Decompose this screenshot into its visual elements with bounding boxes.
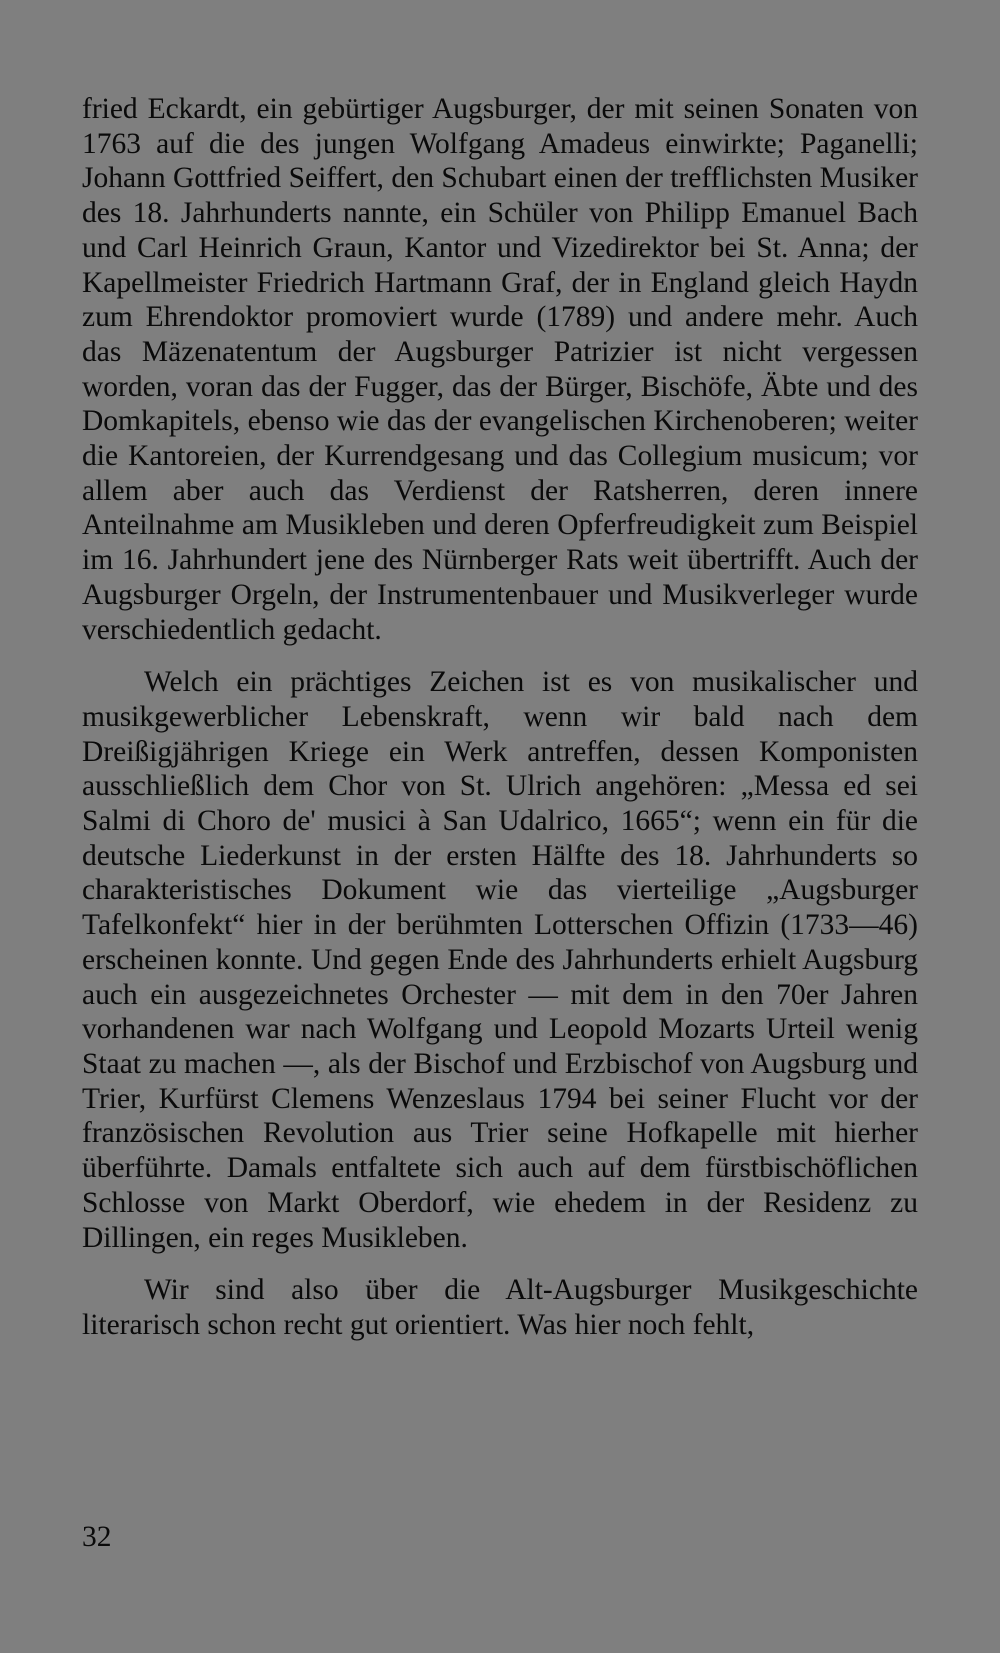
body-text	[82, 92, 918, 1343]
paragraph-1: fried Eckardt, ein gebürtiger Augsburger, der mit seinen Sonaten von 1763 auf die des jungen Wolfgang Amadeus einwirkte; Paganelli; Johann Gottfried Seiffert, den Schubart einen der trefflichsten Musiker des 18. Jahrhunderts nannte, ein Schüler von Philipp Emanuel Bach und Carl Heinrich Graun, Kantor und Vizedirektor bei St. Anna; der Kapellmeister Friedrich Hartmann Graf, der in England gleich Haydn zum Ehrendoktor promoviert wurde (1789) und andere mehr. Auch das Mäzenatentum der Augsburger Patrizier ist nicht vergessen worden, voran das der Fugger, das der Bürger, Bischöfe, Äbte und des Domkapitels, ebenso wie das der evangelischen Kirchenoberen; weiter die Kantoreien, der Kurrendgesang und das Collegium musicum; vor allem aber auch das Verdienst der Ratsherren, deren innere Anteilnahme am Musikleben und deren Opferfreudigkeit zum Beispiel im 16. Jahrhundert jene des Nürnberger Rats weit übertrifft. Auch der Augsburger Orgeln, der Instrumentenbauer und Musikverleger wurde verschiedentlich gedacht.	[82, 93, 918, 646]
page-number: 32	[82, 1521, 112, 1553]
paragraph-2: Welch ein prächtiges Zeichen ist es von musikalischer und musikgewerblicher Lebenskraft, wenn wir bald nach dem Dreißigjährigen Kriege ein Werk antreffen, dessen Komponisten ausschließlich dem Chor von St. Ulrich angehören: „Messa ed sei Salmi di Choro de' musici à San Udalrico, 1665“; wenn ein für die deutsche Liederkunst in der ersten Hälfte des 18. Jahrhunderts so charakteristisches Dokument wie das vierteilige „Augsburger Tafelkonfekt“ hier in der berühmten Lotterschen Offizin (1733—46) erscheinen konnte. Und gegen Ende des Jahrhunderts erhielt Augsburg auch ein ausgezeichnetes Orchester — mit dem in den 70er Jahren vorhandenen war nach Wolfgang und Leopold Mozarts Urteil wenig Staat zu machen —, als der Bischof und Erzbischof von Augsburg und Trier, Kurfürst Clemens Wenzeslaus 1794 bei seiner Flucht vor der französischen Revolution aus Trier seine Hofkapelle mit hierher überführte. Damals entfaltete sich auch auf dem fürstbischöflichen Schlosse von Markt Oberdorf, wie ehedem in der Residenz zu Dillingen, ein reges Musikleben.	[82, 666, 918, 1254]
paragraph-3: Wir sind also über die Alt-Augsburger Musikgeschichte literarisch schon recht gut orientiert. Was hier noch fehlt,	[82, 1274, 918, 1341]
